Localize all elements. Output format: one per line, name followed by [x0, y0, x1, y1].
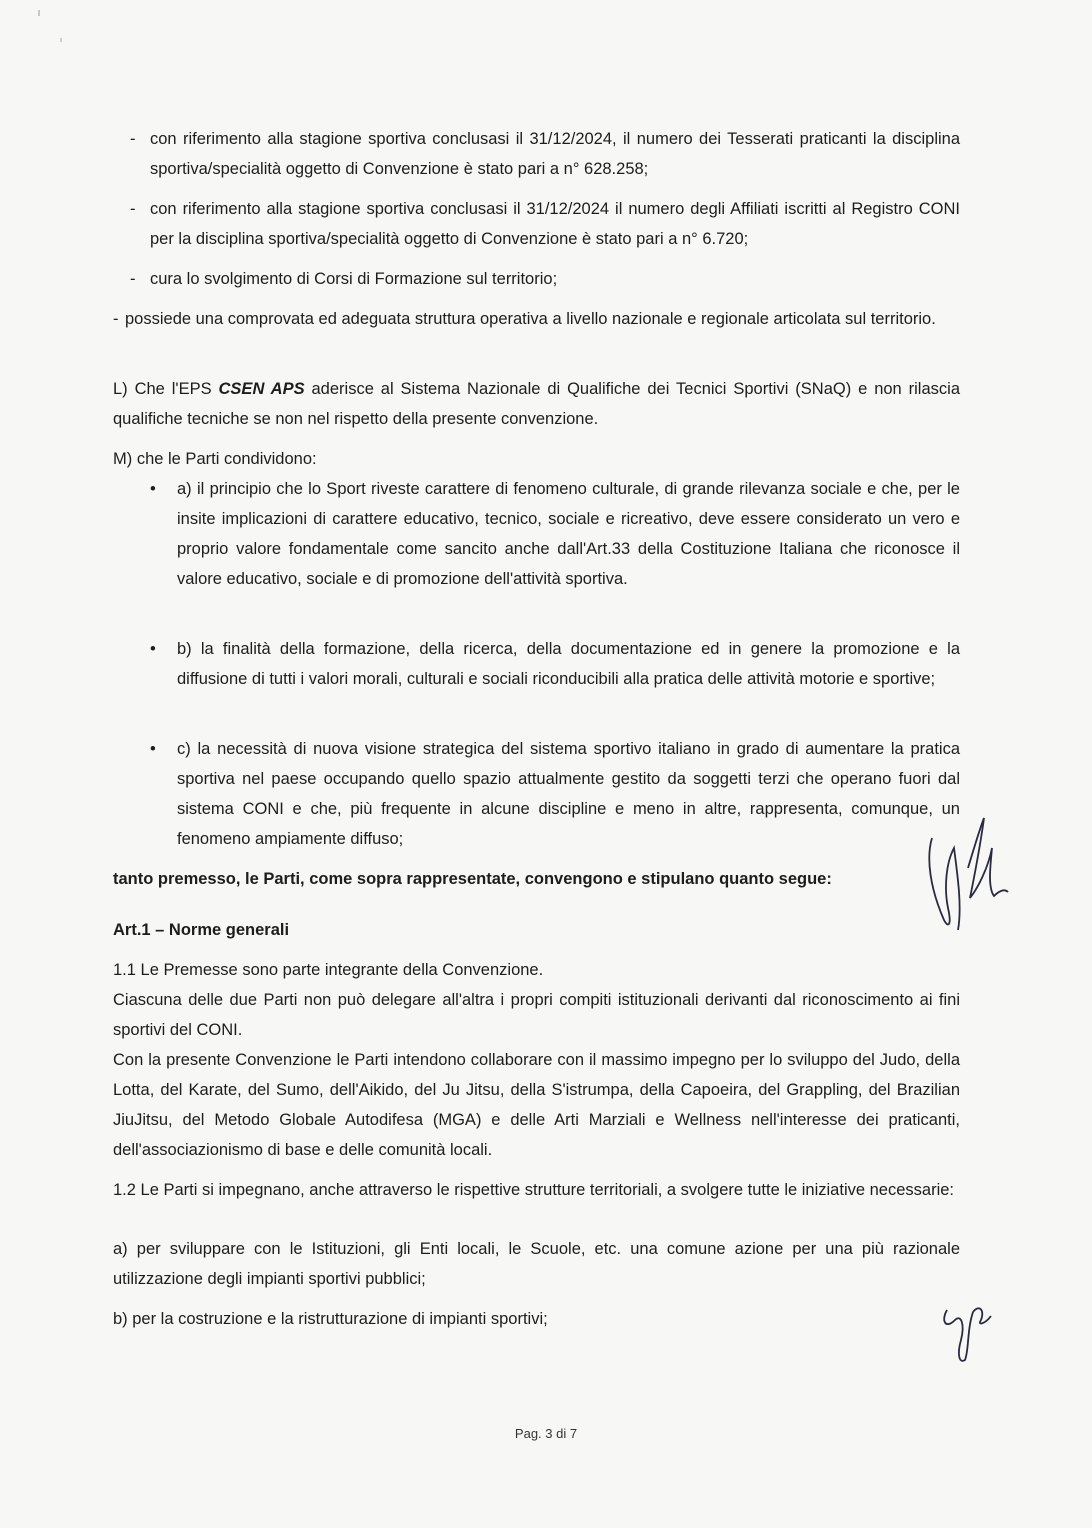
entity-name: CSEN APS	[218, 380, 305, 398]
bullet-icon: •	[150, 640, 156, 658]
article-1-1-c: Con la presente Convenzione le Parti intendono collaborare con il massimo impegno per lo sviluppo del Judo, della Lotta, del Karate, del Sumo, dell'Aikido, del Ju Jitsu, della S'istrumpa, della Capoeira, del Grappling, del Brazilian JiuJitsu, del Metodo Globale Autodifesa (MGA) e delle Arti Marziali e Wellness nell'interesse dei praticanti, dell'associazionismo di base e delle comunità locali.	[113, 1051, 960, 1159]
bullet-item-b: • b) la finalità della formazione, della ricerca, della documentazione ed in genere la promozione e la diffusione di tutti i valori morali, culturali e sociali riconducibili alla pratica delle attività motorie e sportive;	[150, 634, 960, 694]
point-m: M) che le Parti condividono:	[113, 450, 317, 468]
scan-mark	[60, 38, 62, 42]
bullet-item-a: • a) il principio che lo Sport riveste carattere di fenomeno culturale, di grande rilevanza sociale e che, per le insite implicazioni di carattere educativo, tecnico, sociale e ricreativo, deve essere considerato un vero e proprio valore fondamentale come sancito anche dall'Art.33 della Costituzione Italiana che riconosce il valore educativo, sociale e di promozione dell'attività sportiva.	[150, 474, 960, 594]
page-number: Pag. 3 di 7	[514, 1426, 578, 1441]
article-1-1: 1.1 Le Premesse sono parte integrante della Convenzione.	[113, 961, 544, 979]
premise-closing: tanto premesso, le Parti, come sopra rappresentate, convengono e stipulano quanto segue:	[113, 870, 832, 888]
dash-list-item: - con riferimento alla stagione sportiva conclusasi il 31/12/2024 il numero degli Affiliati iscritti al Registro CONI per la disciplina sportiva/specialità oggetto di Convenzione è stato pari a n° 6.720;	[130, 200, 960, 248]
article-1-1-b: Ciascuna delle due Parti non può delegare all'altra i propri compiti istituzionali derivanti dal riconoscimento ai fini sportivi del CONI.	[113, 991, 960, 1039]
article-1-2-a: a) per sviluppare con le Istituzioni, gli Enti locali, le Scuole, etc. una comune azione per una più razionale utilizzazione degli impianti sportivi pubblici;	[113, 1240, 960, 1288]
article-1-2: 1.2 Le Parti si impegnano, anche attraverso le rispettive strutture territoriali, a svolgere tutte le iniziative necessarie:	[113, 1181, 954, 1199]
article-title: Art.1 – Norme generali	[113, 921, 290, 939]
dash-list-item: - con riferimento alla stagione sportiva conclusasi il 31/12/2024, il numero dei Tesserati praticanti la disciplina sportiva/specialità oggetto di Convenzione è stato pari a n° 628.258;	[130, 130, 960, 178]
point-l: L) Che l'EPS CSEN APS aderisce al Sistema Nazionale di Qualifiche dei Tecnici Sportivi (SNaQ) e non rilascia qualifiche tecniche se non nel rispetto della presente convenzione.	[113, 380, 960, 428]
dash-list-item: - cura lo svolgimento di Corsi di Formazione sul territorio;	[130, 270, 558, 288]
bullet-icon: •	[150, 480, 156, 498]
structure-item: - possiede una comprovata ed adeguata struttura operativa a livello nazionale e regionale articolata sul territorio.	[113, 310, 936, 328]
article-1-2-b: b) per la costruzione e la ristrutturazione di impianti sportivi;	[113, 1310, 548, 1328]
bullet-item-c: • c) la necessità di nuova visione strategica del sistema sportivo italiano in grado di aumentare la pratica sportiva nel paese occupando quello spazio attualmente gestito da soggetti terzi che operano fuori dal sistema CONI e che, più frequente in alcune discipline e meno in altre, rappresenta, comunque, un fenomeno ampiamente diffuso;	[150, 734, 960, 854]
bullet-icon: •	[150, 740, 156, 758]
scan-mark	[38, 10, 40, 16]
initials-mark	[935, 1290, 1005, 1370]
